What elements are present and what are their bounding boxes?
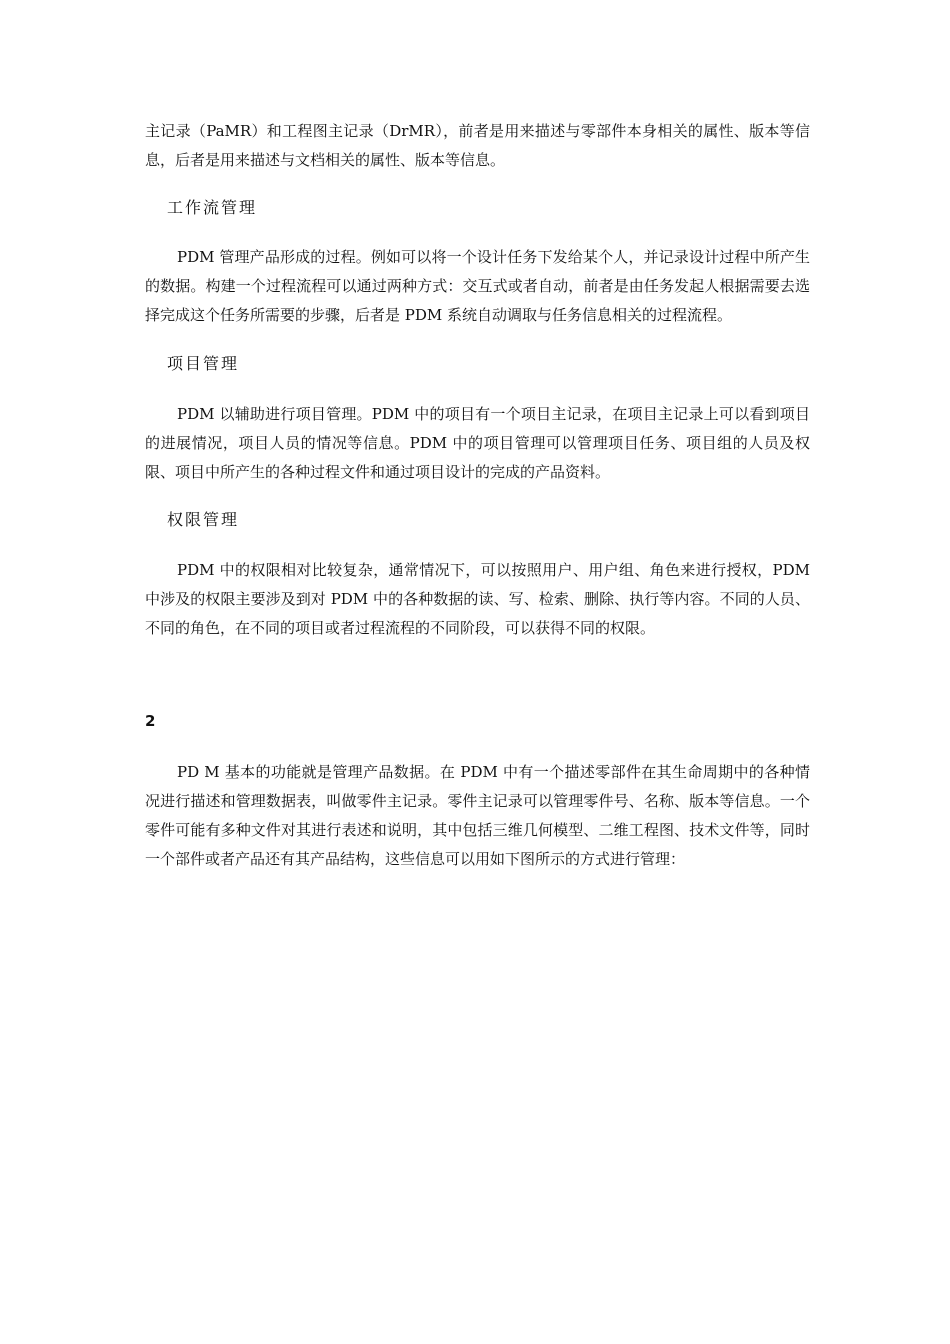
heading-workflow: 工作流管理 <box>167 198 258 217</box>
section-number: 2 <box>145 712 156 730</box>
heading-permission: 权限管理 <box>167 510 240 529</box>
paragraph-project: PDM 以辅助进行项目管理。PDM 中的项目有一个项目主记录，在项目主记录上可以看到项目的进展情况，项目人员的情况等信息。PDM 中的项目管理可以管理项目任务、项目组的人员及权限、项目中所产生的各种过程文件和通过项目设计的完成的产品资料。 <box>145 405 810 481</box>
heading-project: 项目管理 <box>167 354 240 373</box>
paragraph-section2: PD M 基本的功能就是管理产品数据。在 PDM 中有一个描述零部件在其生命周期中的各种情况进行描述和管理数据表，叫做零件主记录。零件主记录可以管理零件号、名称、版本等信息。一个零件可能有多种文件对其进行表述和说明，其中包括三维几何模型、二维工程图、技术文件等，同时一个部件或者产品还有其产品结构，这些信息可以用如下图所示的方式进行管理： <box>145 763 810 868</box>
paragraph-intro: 主记录（PaMR）和工程图主记录（DrMR），前者是用来描述与零部件本身相关的属性、版本等信息，后者是用来描述与文档相关的属性、版本等信息。 <box>145 122 810 169</box>
paragraph-permission: PDM 中的权限相对比较复杂，通常情况下，可以按照用户、用户组、角色来进行授权，PDM中涉及的权限主要涉及到对 PDM 中的各种数据的读、写、检索、删除、执行等内容。不同的人员、不同的角色，在不同的项目或者过程流程的不同阶段，可以获得不同的权限。 <box>145 561 810 637</box>
paragraph-workflow: PDM 管理产品形成的过程。例如可以将一个设计任务下发给某个人，并记录设计过程中所产生的数据。构建一个过程流程可以通过两种方式：交互式或者自动，前者是由任务发起人根据需要去选择完成这个任务所需要的步骤，后者是 PDM 系统自动调取与任务信息相关的过程流程。 <box>145 248 810 324</box>
